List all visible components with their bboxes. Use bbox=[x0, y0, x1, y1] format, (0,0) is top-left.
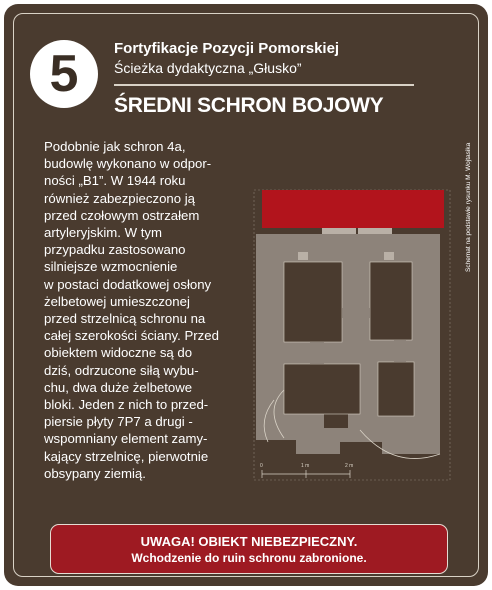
text-line: piersie płyty 7P7 a drugi - bbox=[44, 414, 193, 430]
text-line: całej szerokości ściany. Przed bbox=[44, 328, 219, 344]
embrasure bbox=[322, 228, 356, 234]
text-line: Podobnie jak schron 4a, bbox=[44, 139, 186, 154]
embrasure bbox=[358, 228, 392, 234]
info-board bbox=[4, 4, 488, 586]
niche bbox=[384, 252, 394, 260]
text-line: obsypany ziemią. bbox=[44, 465, 146, 481]
text-line: chu, dwa duże żelbetowe bbox=[44, 379, 193, 395]
scale-label: 1 m bbox=[301, 463, 310, 469]
danger-warning-box bbox=[50, 524, 448, 574]
warning-heading: UWAGA! OBIEKT NIEBEZPIECZNY. bbox=[140, 533, 358, 549]
text-line: przed strzelnicą schronu na bbox=[44, 311, 206, 327]
bunker-walls bbox=[256, 234, 440, 454]
title-divider bbox=[114, 84, 414, 86]
text-line: kający strzelnicę, pierwotnie bbox=[44, 448, 209, 464]
warning-text: Wchodzenie do ruin schronu zabronione. bbox=[131, 550, 367, 565]
text-line: również zabezpieczono ją bbox=[44, 190, 196, 206]
bunker-floor-plan bbox=[244, 180, 460, 494]
stop-number: 5 bbox=[49, 45, 79, 103]
room bbox=[284, 262, 342, 342]
concrete-shield bbox=[262, 190, 444, 228]
text-line: w postaci dodatkowej osłony bbox=[44, 276, 212, 292]
scale-label: 0 bbox=[260, 463, 263, 469]
page-title: ŚREDNI SCHRON BOJOWY bbox=[114, 94, 384, 117]
text-line: wspomniany element zamy- bbox=[44, 431, 208, 447]
text-line: obiektem widoczne są do bbox=[44, 345, 193, 361]
drawing-credit: Schemat na podstawie rysunku M. Wojtasika bbox=[465, 142, 472, 272]
text-line: artyleryjskim. W tym bbox=[44, 225, 162, 241]
doorway bbox=[394, 340, 406, 362]
room bbox=[284, 364, 360, 414]
text-line: dziś, odrzucone siłą wybu- bbox=[44, 362, 199, 378]
trail-subtitle: Ścieżka dydaktyczna „Głusko” bbox=[114, 60, 302, 76]
text-line: przypadku zastosowano bbox=[44, 242, 186, 258]
room bbox=[370, 262, 412, 340]
text-line: bloki. Jeden z nich to przed- bbox=[44, 397, 209, 413]
text-line: silniejsze wzmocnienie bbox=[44, 259, 178, 275]
scale-label: 2 m bbox=[345, 463, 354, 469]
doorway bbox=[342, 308, 370, 318]
description-text bbox=[44, 138, 244, 482]
doorway bbox=[310, 342, 324, 364]
organization-title: Fortyfikacje Pozycji Pomorskiej bbox=[114, 40, 340, 57]
stop-number-badge bbox=[30, 40, 98, 108]
room bbox=[378, 362, 414, 416]
text-line: budowlę wykonano w odpor- bbox=[44, 156, 212, 172]
text-line: żelbetowej umieszczonej bbox=[44, 293, 190, 309]
text-line: ności „B1”. W 1944 roku bbox=[44, 173, 186, 189]
text-line: przed czołowym ostrzałem bbox=[44, 207, 200, 223]
niche bbox=[298, 252, 308, 260]
